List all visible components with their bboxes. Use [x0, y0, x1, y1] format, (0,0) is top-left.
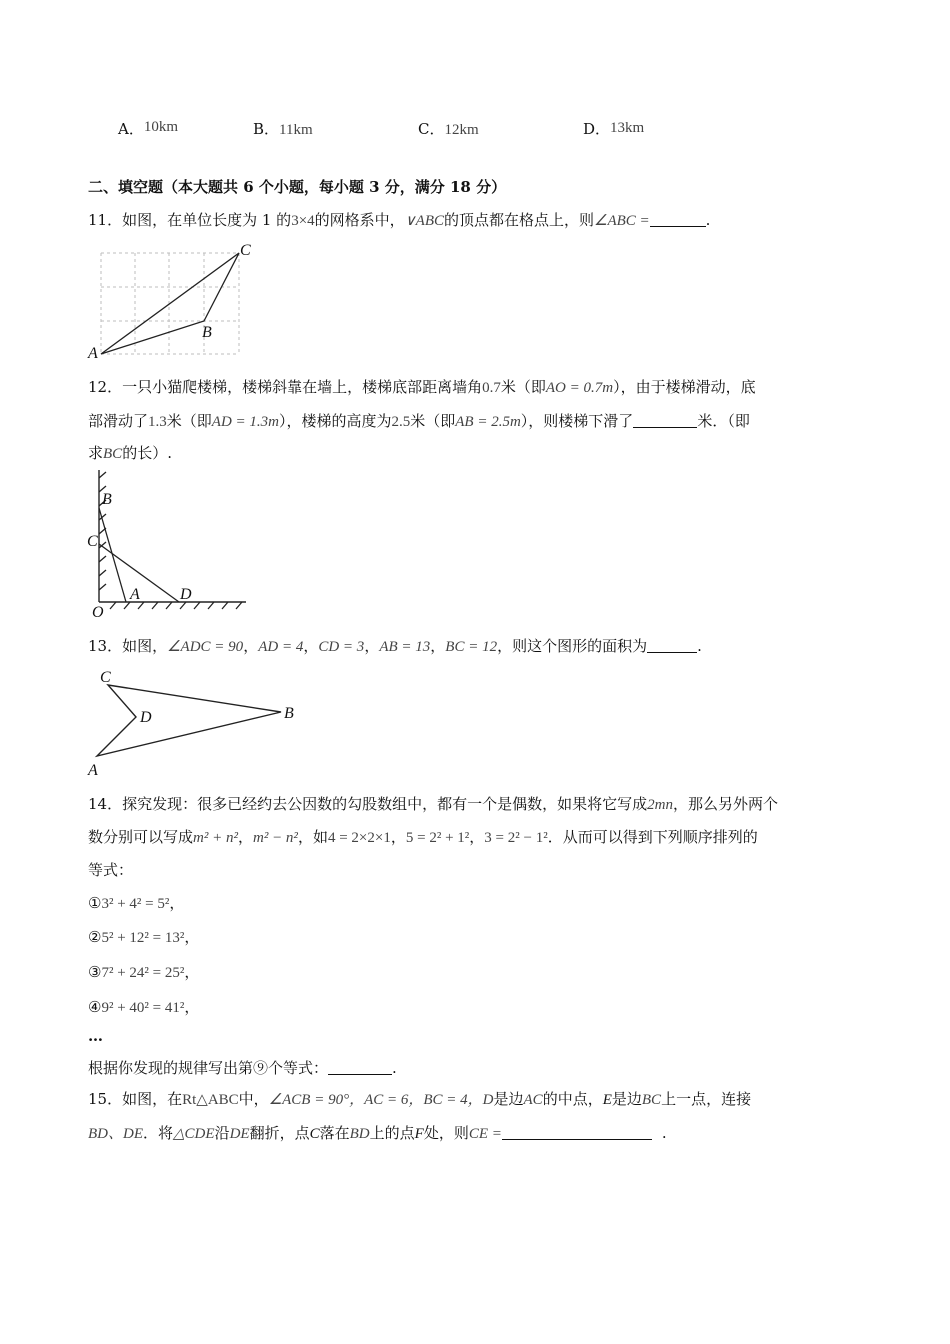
label-c: C	[240, 242, 251, 259]
label-b: B	[102, 491, 112, 508]
figure-q12-ladder	[86, 468, 256, 621]
label-a: A	[88, 762, 98, 779]
answer-blank[interactable]	[328, 1060, 392, 1075]
label-a: A	[130, 586, 140, 603]
answer-blank[interactable]	[633, 413, 697, 428]
answer-blank[interactable]	[502, 1125, 652, 1140]
equation-item-4: ④9² + 40² = 41²，	[88, 998, 200, 1016]
question-12-line-3: 求BC的长）.	[88, 444, 172, 462]
label-c: C	[87, 533, 98, 550]
question-14-line-2: 数分别可以写成m² + n²，m² − n²，如4 = 2×2×1，5 = 2² + 1²，3 = 2² − 1²．从而可以得到下列顺序排列的	[88, 828, 758, 846]
ellipsis: …	[88, 1027, 103, 1045]
label-b: B	[202, 324, 212, 341]
label-o: O	[92, 604, 104, 621]
answer-blank[interactable]	[647, 638, 697, 653]
option-d: D．13km	[583, 120, 645, 138]
option-c: C．12km	[418, 120, 479, 138]
equation-item-2: ②5² + 12² = 13²，	[88, 928, 200, 946]
label-d: D	[140, 709, 152, 726]
question-12-line-1: 12．一只小猫爬楼梯，楼梯斜靠在墙上，楼梯底部距离墙角0.7米（即AO = 0.7m），由于楼梯滑动，底	[88, 378, 756, 396]
question-15-line-2: BD、DE．将△CDE沿DE翻折，点C落在BD上的点F处，则CE = .	[88, 1124, 667, 1142]
section-heading: 二、填空题（本大题共 6 个小题，每小题 3 分，满分 18 分）	[88, 178, 507, 196]
question-13: 13．如图，∠ADC = 90，AD = 4，CD = 3，AB = 13，BC = 12，则这个图形的面积为 .	[88, 637, 702, 655]
label-a: A	[88, 345, 98, 362]
question-12-line-2: 部滑动了1.3米（即AD = 1.3m），楼梯的高度为2.5米（即AB = 2.5m），则楼梯下滑了 米．（即	[88, 412, 750, 430]
figure-q13-quadrilateral	[86, 665, 306, 780]
equation-item-1: ①3² + 4² = 5²，	[88, 894, 185, 912]
answer-blank[interactable]	[650, 212, 706, 227]
label-b: B	[284, 705, 294, 722]
equation-item-3: ③7² + 24² = 25²，	[88, 963, 200, 981]
figure-q11-grid-triangle	[88, 240, 268, 365]
option-a: A．10km	[118, 119, 179, 138]
label-d: D	[180, 586, 192, 603]
question-11: 11．如图，在单位长度为 1 的3×4的网格系中，∨ABC的顶点都在格点上，则∠ABC = .	[88, 211, 711, 229]
option-b: B．11km	[253, 120, 313, 138]
question-14-ask: 根据你发现的规律写出第⑨个等式： .	[88, 1059, 397, 1077]
question-15-line-1: 15．如图，在Rt△ABC中，∠ACB = 90°，AC = 6，BC = 4，D是边AC的中点，E是边BC上一点，连接	[88, 1090, 752, 1108]
question-14-line-1: 14．探究发现：很多已经约去公因数的勾股数组中，都有一个是偶数，如果将它写成2mn，那么另外两个	[88, 795, 778, 813]
label-c: C	[100, 669, 111, 686]
question-14-line-3: 等式：	[88, 861, 134, 879]
